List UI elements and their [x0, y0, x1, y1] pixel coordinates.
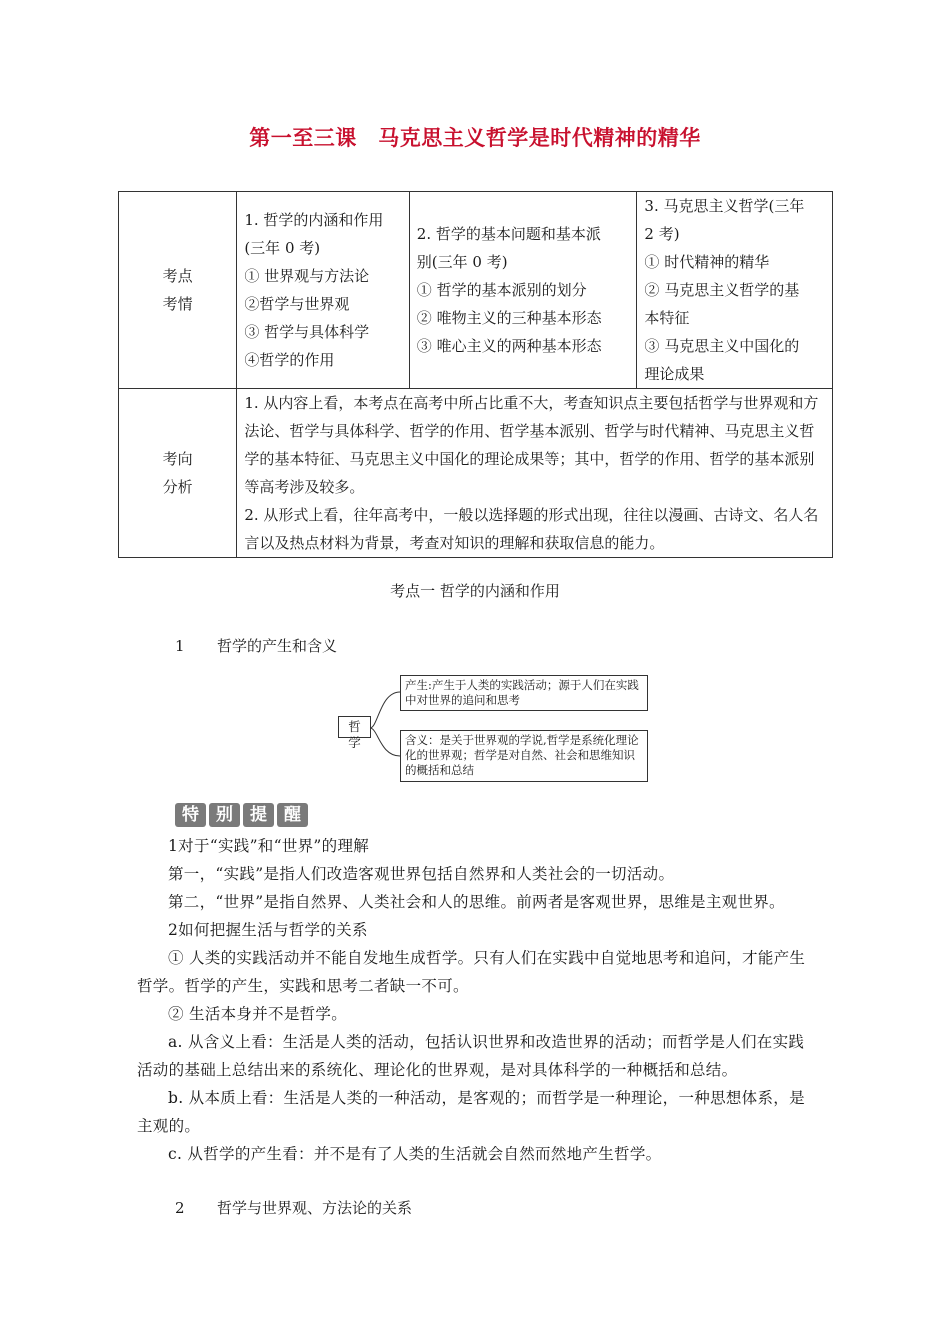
topic-cell-1: 1. 哲学的内涵和作用 (三年 0 考) ① 世界观与方法论 ②哲学与世界观 ③ 哲学与具体科学 ④哲学的作用 [237, 192, 409, 389]
note-paragraph: b. 从本质上看：生活是人类的一种活动，是客观的；而哲学是一种理论，一种思想体系，是主观的。 [137, 1089, 805, 1135]
topic-cell-2: 2. 哲学的基本问题和基本派 别(三年 0 考) ① 哲学的基本派别的划分 ② 唯物主义的三种基本形态 ③ 唯心主义的两种基本形态 [409, 192, 637, 389]
table-row [119, 389, 833, 558]
diagram-node-origin: 产生:产生于人类的实践活动；源于人们在实践中对世界的追问和思考 [400, 675, 648, 711]
note-paragraph: 第一，“实践”是指人们改造客观世界包括自然界和人类社会的一切活动。 [168, 865, 675, 883]
page-title: 第一至三课 马克思主义哲学是时代精神的精华 [249, 126, 701, 150]
special-note-badge [175, 803, 308, 827]
exam-overview-table [118, 191, 833, 558]
section-title: 考点一 哲学的内涵和作用 [390, 582, 560, 600]
row-header-kaodian: 考点 考情 [119, 192, 237, 389]
diagram-node-definition: 含义：是关于世界观的学说,哲学是系统化理论化的世界观；哲学是对自然、社会和思维知识的概括和总结 [400, 730, 648, 782]
table-row [119, 192, 833, 389]
subhead-1: 1 哲学的产生和含义 [175, 637, 338, 655]
diagram-root-node: 哲学 [338, 716, 371, 738]
subhead-2: 2 哲学与世界观、方法论的关系 [175, 1199, 413, 1217]
topic-cell-3: 3. 马克思主义哲学(三年 2 考) ① 时代精神的精华 ② 马克思主义哲学的基 本特征 ③ 马克思主义中国化的 理论成果 [637, 192, 833, 389]
badge-char: 提 [243, 803, 274, 827]
note-paragraph: ② 生活本身并不是哲学。 [168, 1005, 348, 1023]
badge-char: 特 [175, 803, 206, 827]
note-heading: 1对于“实践”和“世界”的理解 [168, 837, 370, 855]
row-header-kaoxiang: 考向 分析 [119, 389, 237, 558]
analysis-cell: 1. 从内容上看，本考点在高考中所占比重不大，考查知识点主要包括哲学与世界观和方法论、哲学与具体科学、哲学的作用、哲学基本派别、哲学与时代精神、马克思主义哲学的基本特征、马克思主义中国化的理论成果等；其中，哲学的作用、哲学的基本派别等高考涉及较多。 2. 从形式上看，往年高考中，一般以选择题的形式出现，往往以漫画、古诗文、名人名言以及热点材料为背景，考查对知识的理解和获取信息的能力。 [237, 389, 833, 558]
note-heading: 2如何把握生活与哲学的关系 [168, 921, 368, 939]
badge-char: 别 [209, 803, 240, 827]
badge-char: 醒 [277, 803, 308, 827]
note-paragraph: a. 从含义上看：生活是人类的活动，包括认识世界和改造世界的活动；而哲学是人们在实践活动的基础上总结出来的系统化、理论化的世界观，是对具体科学的一种概括和总结。 [137, 1033, 805, 1079]
concept-diagram [338, 672, 658, 787]
note-paragraph: c. 从哲学的产生看：并不是有了人类的生活就会自然而然地产生哲学。 [168, 1145, 662, 1163]
notes-body [137, 832, 819, 1168]
note-paragraph: 第二，“世界”是指自然界、人类社会和人的思维。前两者是客观世界，思维是主观世界。 [168, 893, 785, 911]
note-paragraph: ① 人类的实践活动并不能自发地生成哲学。只有人们在实践中自觉地思考和追问，才能产生哲学。哲学的产生，实践和思考二者缺一不可。 [137, 949, 806, 995]
